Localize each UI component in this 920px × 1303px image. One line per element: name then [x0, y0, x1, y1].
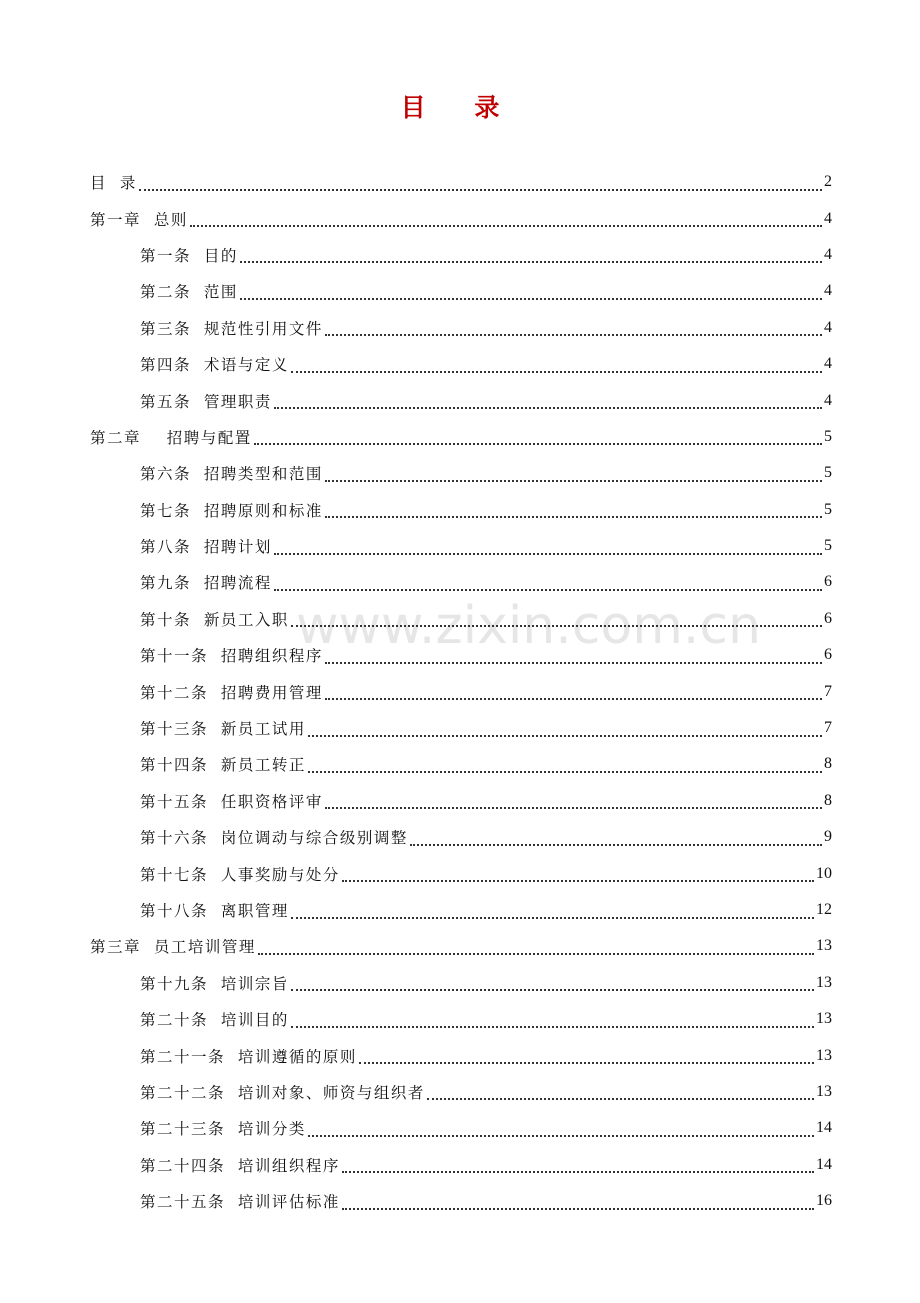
toc-dot-leader [308, 770, 822, 773]
toc-chapter-row[interactable] [0, 200, 920, 236]
toc-article-row[interactable] [0, 1037, 920, 1073]
toc-dot-leader [291, 624, 822, 627]
toc-page-number: 12 [816, 901, 832, 918]
toc-chapter-row[interactable] [0, 928, 920, 964]
toc-entry-label: 第二条 范围 [140, 283, 238, 302]
toc-entry-label: 第二十五条 培训评估标准 [140, 1193, 340, 1212]
toc-article-row[interactable] [0, 455, 920, 491]
toc-dot-leader [325, 479, 822, 482]
toc-entry-label: 第二章 招聘与配置 [90, 428, 252, 447]
toc-entry-label: 第九条 招聘流程 [140, 574, 272, 593]
toc-dot-leader [291, 370, 822, 373]
toc-entry-label: 第七条 招聘原则和标准 [140, 501, 323, 520]
toc-page-number: 5 [824, 464, 832, 482]
toc-page-number: 6 [824, 573, 832, 591]
table-of-contents [0, 164, 920, 1219]
toc-article-row[interactable] [0, 1183, 920, 1219]
toc-article-row[interactable] [0, 310, 920, 346]
toc-entry-label: 第二十条 培训目的 [140, 1011, 289, 1030]
toc-page-number: 2 [824, 173, 832, 191]
toc-page-number: 4 [824, 391, 832, 409]
toc-dot-leader [274, 406, 822, 409]
toc-page-number: 13 [816, 973, 832, 991]
toc-article-row[interactable] [0, 892, 920, 928]
toc-page-number: 8 [824, 791, 832, 809]
toc-entry-label: 第二十三条 培训分类 [140, 1120, 306, 1139]
toc-page-number: 5 [824, 500, 832, 518]
toc-page-number: 13 [816, 937, 832, 955]
toc-entry-label: 第一条 目的 [140, 246, 238, 265]
toc-article-row[interactable] [0, 528, 920, 564]
toc-dot-leader [291, 1025, 814, 1028]
toc-page-number: 4 [824, 245, 832, 263]
toc-entry-label: 第五条 管理职责 [140, 392, 272, 411]
toc-page-number: 8 [824, 755, 832, 773]
toc-dot-leader [342, 879, 814, 882]
toc-dot-leader [254, 442, 822, 445]
toc-entry-label: 第十一条 招聘组织程序 [140, 647, 323, 666]
toc-page-number: 4 [824, 355, 832, 373]
toc-page-number: 16 [816, 1192, 832, 1210]
toc-page-number: 6 [824, 609, 832, 627]
toc-entry-label: 第二十一条 培训遵循的原则 [140, 1047, 357, 1066]
toc-chapter-row[interactable] [0, 164, 920, 200]
toc-entry-label: 第十七条 人事奖励与处分 [140, 865, 340, 884]
toc-entry-label: 第二十四条 培训组织程序 [140, 1156, 340, 1175]
toc-article-row[interactable] [0, 783, 920, 819]
toc-page-number: 13 [816, 1082, 832, 1100]
toc-entry-label: 第十六条 岗位调动与综合级别调整 [140, 829, 408, 848]
toc-dot-leader [342, 1207, 814, 1210]
toc-dot-leader [258, 952, 814, 955]
toc-entry-label: 第十五条 任职资格评审 [140, 792, 323, 811]
toc-page-number: 7 [824, 682, 832, 700]
toc-entry-label: 第十条 新员工入职 [140, 610, 289, 629]
toc-dot-leader [190, 224, 822, 227]
toc-entry-label: 第十九条 培训宗旨 [140, 974, 289, 993]
toc-entry-label: 第十二条 招聘费用管理 [140, 683, 323, 702]
toc-page-number: 14 [816, 1119, 832, 1137]
toc-entry-label: 第四条 术语与定义 [140, 356, 289, 375]
toc-entry-label: 第十四条 新员工转正 [140, 756, 306, 775]
toc-page-number: 4 [824, 282, 832, 300]
toc-page-number: 5 [824, 427, 832, 445]
toc-dot-leader [410, 843, 822, 846]
toc-article-row[interactable] [0, 637, 920, 673]
toc-entry-label: 第八条 招聘计划 [140, 538, 272, 557]
toc-article-row[interactable] [0, 1147, 920, 1183]
toc-article-row[interactable] [0, 1001, 920, 1037]
toc-dot-leader [325, 806, 822, 809]
toc-dot-leader [342, 1170, 814, 1173]
toc-article-row[interactable] [0, 965, 920, 1001]
toc-article-row[interactable] [0, 746, 920, 782]
toc-dot-leader [325, 515, 822, 518]
toc-entry-label: 第一章 总则 [90, 210, 188, 229]
toc-article-row[interactable] [0, 673, 920, 709]
toc-article-row[interactable] [0, 382, 920, 418]
toc-dot-leader [427, 1097, 814, 1100]
toc-article-row[interactable] [0, 273, 920, 309]
toc-article-row[interactable] [0, 1074, 920, 1110]
toc-article-row[interactable] [0, 237, 920, 273]
toc-page-number: 7 [824, 719, 832, 737]
toc-entry-label: 第十八条 离职管理 [140, 902, 289, 920]
toc-article-row[interactable] [0, 601, 920, 637]
toc-dot-leader [325, 333, 822, 336]
toc-dot-leader [139, 188, 822, 191]
toc-entry-label: 目 录 [90, 174, 137, 193]
toc-entry-label: 第十三条 新员工试用 [140, 720, 306, 739]
page-title: 目 录 [400, 93, 520, 122]
toc-article-row[interactable] [0, 346, 920, 382]
toc-dot-leader [274, 552, 822, 555]
toc-page-number: 5 [824, 537, 832, 555]
toc-dot-leader [359, 1061, 814, 1064]
toc-page-number: 14 [816, 1155, 832, 1173]
toc-article-row[interactable] [0, 819, 920, 855]
toc-dot-leader [240, 260, 822, 263]
toc-article-row[interactable] [0, 492, 920, 528]
watermark: www.zixin.com.cn [296, 596, 761, 656]
toc-dot-leader [291, 916, 814, 919]
toc-entry-label: 第六条 招聘类型和范围 [140, 465, 323, 484]
toc-article-row[interactable] [0, 1110, 920, 1146]
toc-page-number: 4 [824, 318, 832, 336]
toc-page-number: 9 [824, 828, 832, 846]
toc-dot-leader [308, 1134, 814, 1137]
toc-article-row[interactable] [0, 855, 920, 891]
toc-entry-label: 第二十二条 培训对象、师资与组织者 [140, 1083, 425, 1102]
toc-article-row[interactable] [0, 710, 920, 746]
toc-page-number: 4 [824, 209, 832, 227]
toc-page-number: 13 [816, 1046, 832, 1064]
toc-article-row[interactable] [0, 564, 920, 600]
toc-dot-leader [274, 588, 822, 591]
toc-dot-leader [325, 661, 822, 664]
toc-chapter-row[interactable] [0, 419, 920, 455]
toc-dot-leader [308, 734, 822, 737]
toc-page-number: 10 [816, 864, 832, 882]
toc-dot-leader [325, 697, 822, 700]
toc-dot-leader [291, 988, 814, 991]
toc-page-number: 6 [824, 646, 832, 664]
toc-page-number: 13 [816, 1010, 832, 1028]
toc-entry-label: 第三条 规范性引用文件 [140, 319, 323, 338]
toc-entry-label: 第三章 员工培训管理 [90, 938, 256, 957]
toc-dot-leader [240, 297, 822, 300]
